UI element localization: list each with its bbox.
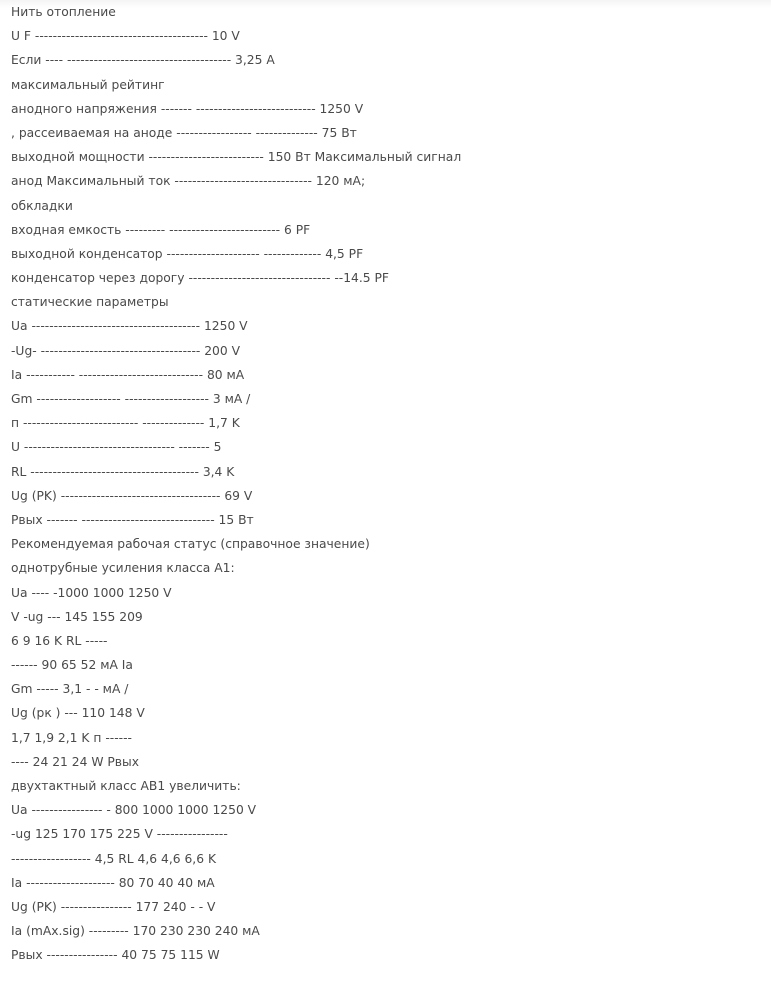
a1-line-ug-pk: Ug (рк ) --- 110 148 V xyxy=(11,706,145,721)
spec-line-output-power: выходной мощности -------------------------- 150 Вт Максимальный сигнал xyxy=(11,150,462,165)
ab1-line-ia-max-sig: Ia (mAx.sig) --------- 170 230 230 240 мА xyxy=(11,924,260,939)
spec-line-transfer-capacitance: конденсатор через дорогу -------------------------------- --14.5 PF xyxy=(11,271,389,286)
recommended-heading: Рекомендуемая рабочая статус (справочное значение) xyxy=(11,537,370,552)
spec-line-gm: Gm ------------------- ------------------- 3 мА / xyxy=(11,392,251,406)
a1-line-ua: Ua ---- -1000 1000 1250 V xyxy=(11,585,172,600)
spec-line-mu: п -------------------------- -------------- 1,7 K xyxy=(11,416,240,431)
spec-line-u: U ---------------------------------- ------- 5 xyxy=(11,440,222,455)
ab1-line-pout: Рвых ---------------- 40 75 75 115 W xyxy=(11,948,220,963)
spec-line-ia: Ia ----------- ---------------------------- 80 мА xyxy=(11,367,245,382)
spec-line-if: Если ---- ------------------------------------- 3,25 A xyxy=(11,53,275,68)
ab1-line-rl: ------------------ 4,5 RL 4,6 4,6 6,6 K xyxy=(11,851,217,866)
a1-line-rl: 6 9 16 K RL ----- xyxy=(11,633,108,648)
a1-line-ug: V -ug --- 145 155 209 xyxy=(11,609,143,624)
spec-line-input-capacitance: входная емкость --------- ------------------------- 6 PF xyxy=(11,222,311,237)
spec-line-anode-max-current: анод Максимальный ток ------------------------------- 120 мА; xyxy=(11,174,366,189)
spec-line-anode-dissipation: , рассеиваемая на аноде ----------------- -------------- 75 Вт xyxy=(11,125,357,140)
a1-line-pout: ---- 24 21 24 W Рвых xyxy=(11,754,140,769)
spec-line-ua: Ua -------------------------------------- 1250 V xyxy=(11,319,248,334)
spec-line-ug: -Ug- ------------------------------------ 200 V xyxy=(11,343,241,358)
spec-line-anode-voltage: анодного напряжения ------- --------------------------- 1250 V xyxy=(11,101,364,116)
class-a1-heading: однотрубные усиления класса А1: xyxy=(11,561,235,576)
ab1-line-ug-pk: Ug (PK) ---------------- 177 240 - - V xyxy=(11,899,216,914)
a1-line-ia: ------ 90 65 52 мА Ia xyxy=(11,658,133,673)
tube-spec-text xyxy=(11,0,766,968)
a1-line-mu: 1,7 1,9 2,1 K п ------ xyxy=(11,730,132,745)
spec-line-ug-pk: Ug (PK) ------------------------------------ 69 V xyxy=(11,488,253,503)
electrodes-heading: обкладки xyxy=(11,198,73,213)
spec-line-uf: U F --------------------------------------- 10 V xyxy=(11,29,240,44)
ab1-line-ua: Ua ---------------- - 800 1000 1000 1250 V xyxy=(11,803,257,818)
spec-line-rl: RL -------------------------------------- 3,4 K xyxy=(11,464,235,479)
heater-heading: Нить отопление xyxy=(11,5,116,19)
spec-line-pout: Рвых ------- ------------------------------ 15 Вт xyxy=(11,512,254,527)
ab1-line-ia: Ia -------------------- 80 70 40 40 мА xyxy=(11,875,215,890)
max-rating-heading: максимальный рейтинг xyxy=(11,77,165,92)
a1-line-gm: Gm ----- 3,1 - - мА / xyxy=(11,682,129,697)
static-params-heading: статические параметры xyxy=(11,295,169,310)
class-ab1-heading: двухтактный класс AB1 увеличить: xyxy=(11,779,241,793)
spec-line-output-capacitance: выходной конденсатор --------------------- ------------- 4,5 PF xyxy=(11,246,364,261)
ab1-line-ug: -ug 125 170 175 225 V ---------------- xyxy=(11,827,228,842)
